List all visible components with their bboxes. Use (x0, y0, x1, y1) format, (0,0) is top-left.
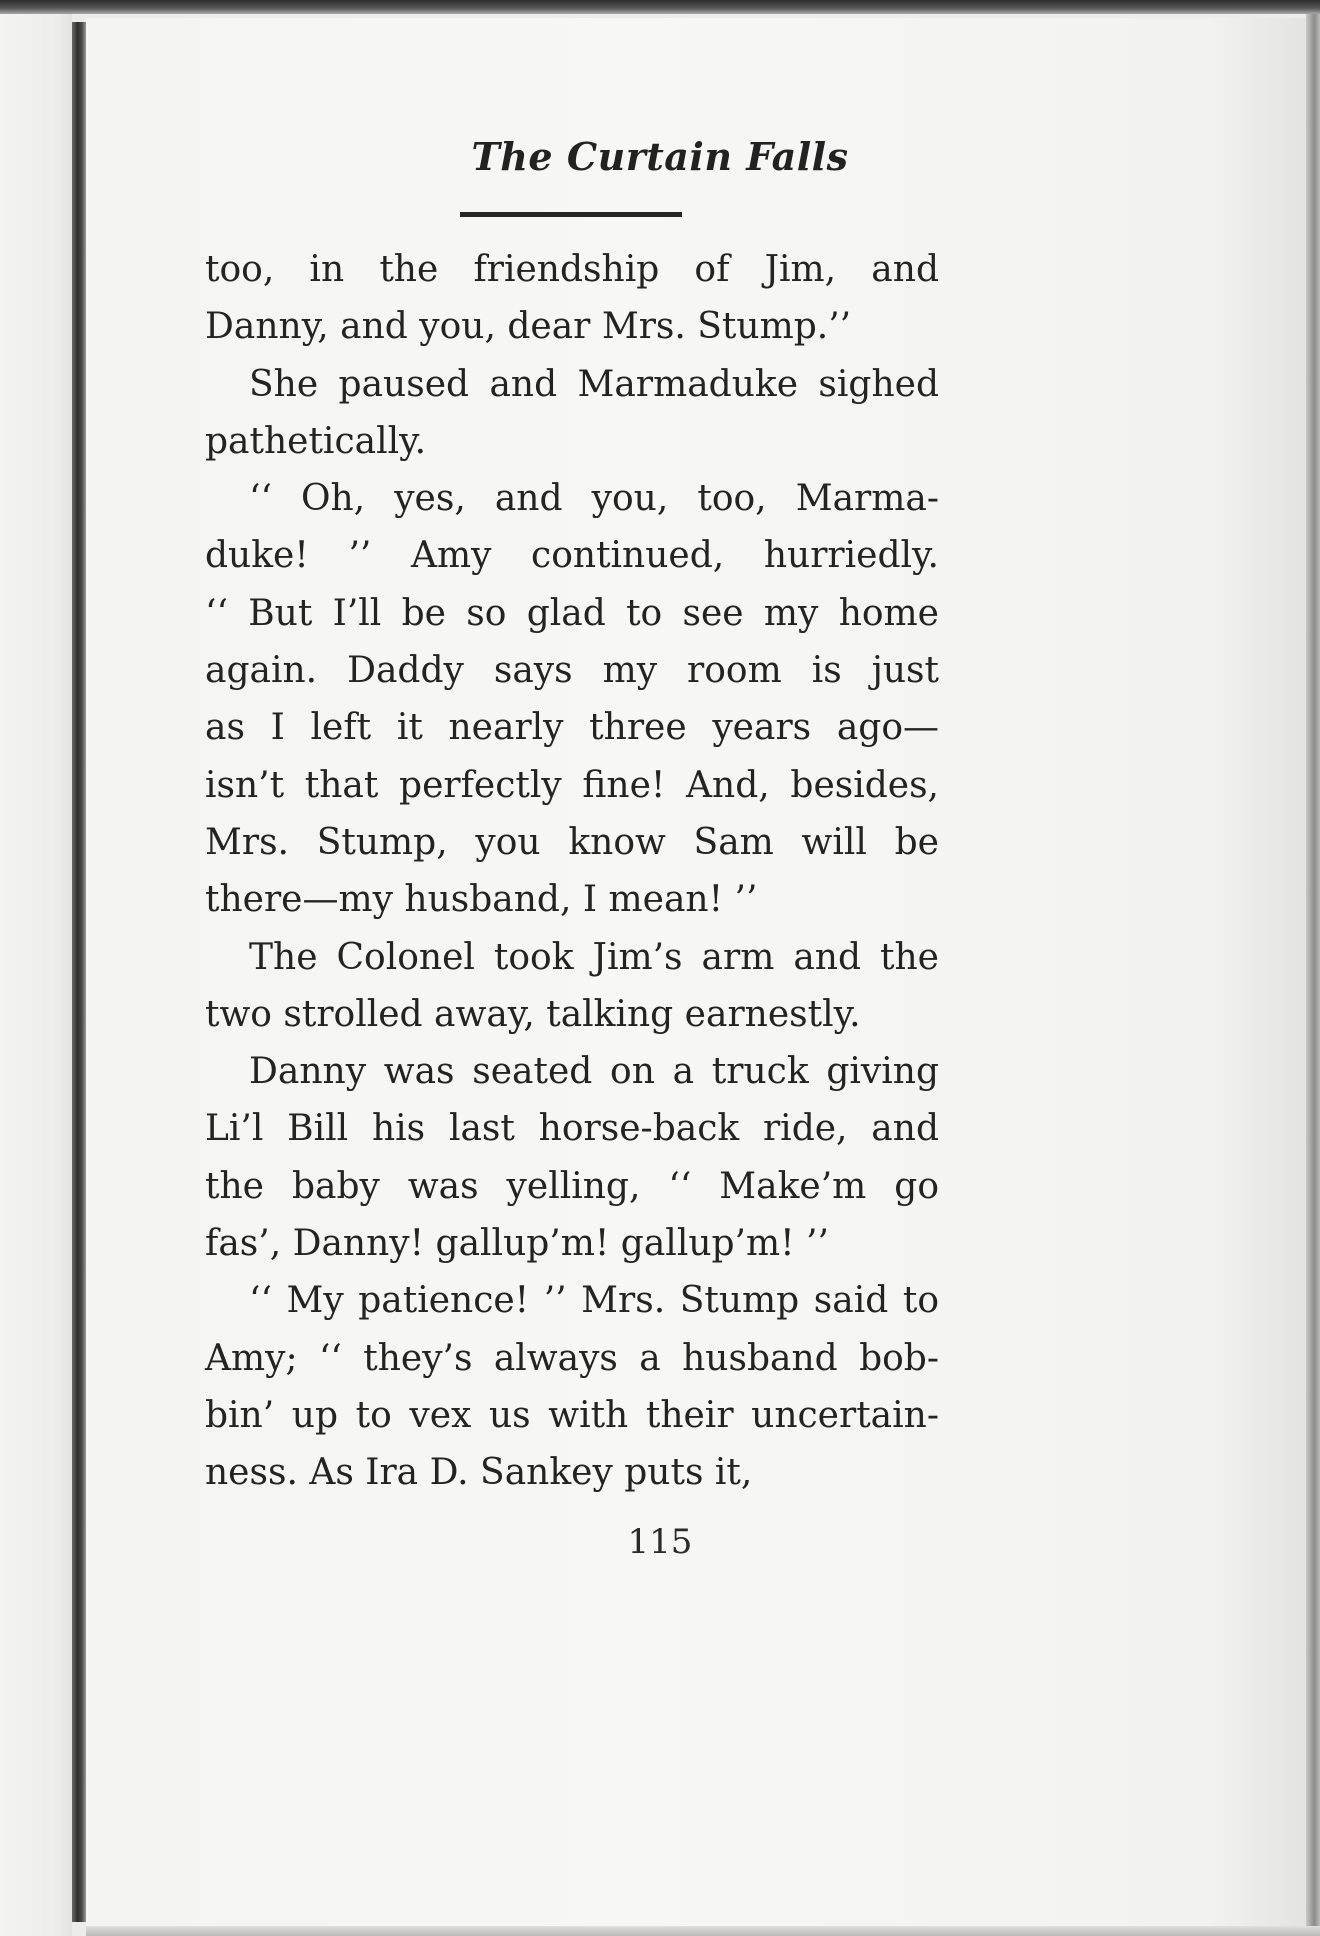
page-number: 115 (627, 1522, 693, 1562)
text-line: pathetically. (205, 420, 427, 462)
running-head: The Curtain Falls (471, 134, 849, 179)
text-line: Mrs. Stump, you know Sam will be (205, 821, 939, 863)
body-text (205, 241, 939, 1502)
text-line: there—my husband, I mean! ’’ (205, 879, 758, 921)
text-line: fas’, Danny! gallup’m! gallup’m! ’’ (205, 1223, 829, 1265)
text-line: isn’t that perfectly fine! And, besides, (205, 764, 939, 806)
page-right-edge (1306, 14, 1320, 1936)
text-line: two strolled away, talking earnestly. (205, 993, 861, 1035)
text-line: ‘‘ My patience! ’’ Mrs. Stump said to (249, 1280, 939, 1322)
text-line: Danny was seated on a truck giving (249, 1051, 939, 1093)
text-line: The Colonel took Jim’s arm and the (249, 936, 939, 978)
text-line: again. Daddy says my room is just (205, 650, 939, 692)
text-line: Li’l Bill his last horse-back ride, and (205, 1108, 939, 1150)
text-line: duke! ’’ Amy continued, hurriedly. (205, 535, 939, 577)
text-line: Amy; ‘‘ they’s always a husband bob- (205, 1337, 939, 1379)
text-line: Danny, and you, dear Mrs. Stump.’’ (205, 306, 852, 348)
text-line: as I left it nearly three years ago— (205, 707, 939, 749)
text-line: the baby was yelling, ‘‘ Make’m go (205, 1165, 939, 1207)
page-bottom-edge (86, 1926, 1320, 1936)
text-line: too, in the friendship of Jim, and (205, 249, 939, 290)
head-rule (460, 212, 682, 217)
left-margin (0, 14, 72, 1936)
text-line: ‘‘ Oh, yes, and you, too, Marma- (249, 478, 939, 520)
book-spine-edge (72, 22, 86, 1922)
text-line: ‘‘ But I’ll be so glad to see my home (205, 592, 939, 634)
text-line: She paused and Marmaduke sighed (249, 363, 939, 405)
text-line: bin’ up to vex us with their uncertain- (205, 1394, 939, 1436)
scan-top-edge (0, 0, 1320, 14)
text-line: ness. As Ira D. Sankey puts it, (205, 1452, 753, 1494)
